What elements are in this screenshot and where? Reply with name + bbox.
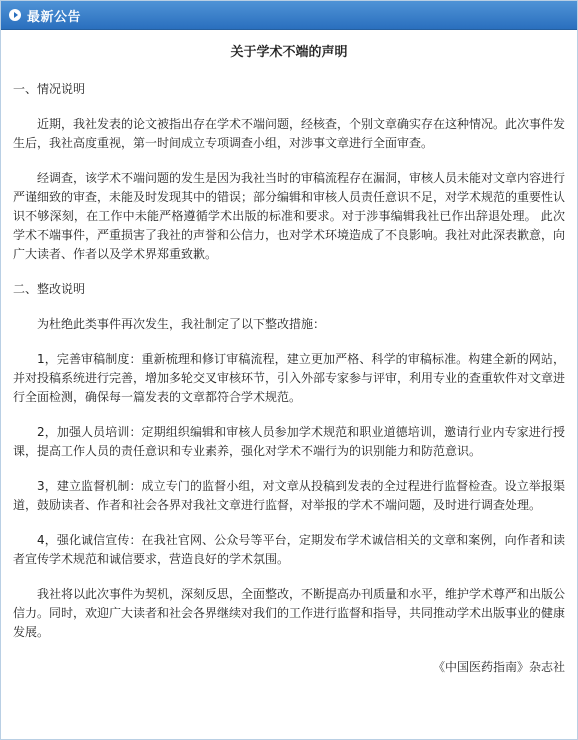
announcement-body bbox=[13, 29, 565, 677]
section-heading-rectification: 二、整改说明 bbox=[13, 282, 86, 296]
signature: 《中国医药指南》杂志社 bbox=[432, 660, 565, 674]
paragraph-1: 近期，我社发表的论文被指出存在学术不端问题，经核查，个别文章确实存在这种情况。此次事件发生后，我社高度重视，第一时间成立专项调查小组，对涉事文章进行全面审查。 bbox=[13, 117, 566, 150]
panel-header bbox=[1, 1, 577, 30]
paragraph-3: 为杜绝此类事件再次发生，我社制定了以下整改措施： bbox=[37, 317, 326, 331]
section-heading-situation: 一、情况说明 bbox=[13, 82, 86, 96]
paragraph-4: 1，完善审稿制度：重新梳理和修订审稿流程，建立更加严格、科学的审稿标准。构建全新的网站，并对投稿系统进行完善，增加多轮交叉审核环节，引入外部专家参与评审，利用专业的查重软件对文章进行全面检测，确保每一篇发表的文章都符合学术规范。 bbox=[13, 352, 566, 404]
paragraph-5: 2，加强人员培训：定期组织编辑和审核人员参加学术规范和职业道德培训，邀请行业内专家进行授课，提高工作人员的责任意识和专业素养，强化对学术不端行为的识别能力和防范意识。 bbox=[13, 425, 565, 458]
paragraph-8: 我社将以此次事件为契机，深刻反思，全面整改，不断提高办刊质量和水平，维护学术尊严和出版公信力。同时，欢迎广大读者和社会各界继续对我们的工作进行监督和指导，共同推动学术出版事业的健康发展。 bbox=[13, 587, 566, 639]
bullet-arrow-icon bbox=[9, 9, 21, 21]
paragraph-7: 4，强化诚信宣传：在我社官网、公众号等平台，定期发布学术诚信相关的文章和案例，向作者和读者宣传学术规范和诚信要求，营造良好的学术氛围。 bbox=[13, 533, 565, 566]
panel-header-label: 最新公告 bbox=[27, 9, 82, 25]
paragraph-2: 经调查，该学术不端问题的发生是因为我社当时的审稿流程存在漏洞，审核人员未能对文章内容进行严谨细致的审查，未能及时发现其中的错误；部分编辑和审核人员责任意识不足，对学术规范的重要性认识不够深刻，在工作中未能严格遵循学术出版的标准和要求。对于涉事编辑我社已作出辞退处理。 此次学术不端事件，严重损害了我社的声誉和公信力，也对学术环境造成了不良影响。我社对此深表歉意，向广大读者、作者以及学术界郑重致歉。 bbox=[13, 171, 566, 261]
paragraph-6: 3，建立监督机制：成立专门的监督小组，对文章从投稿到发表的全过程进行监督检查。设立举报渠道，鼓励读者、作者和社会各界对我社文章进行监督，对举报的学术不端问题，及时进行调查处理。 bbox=[13, 479, 565, 512]
article-title: 关于学术不端的声明 bbox=[230, 45, 348, 60]
